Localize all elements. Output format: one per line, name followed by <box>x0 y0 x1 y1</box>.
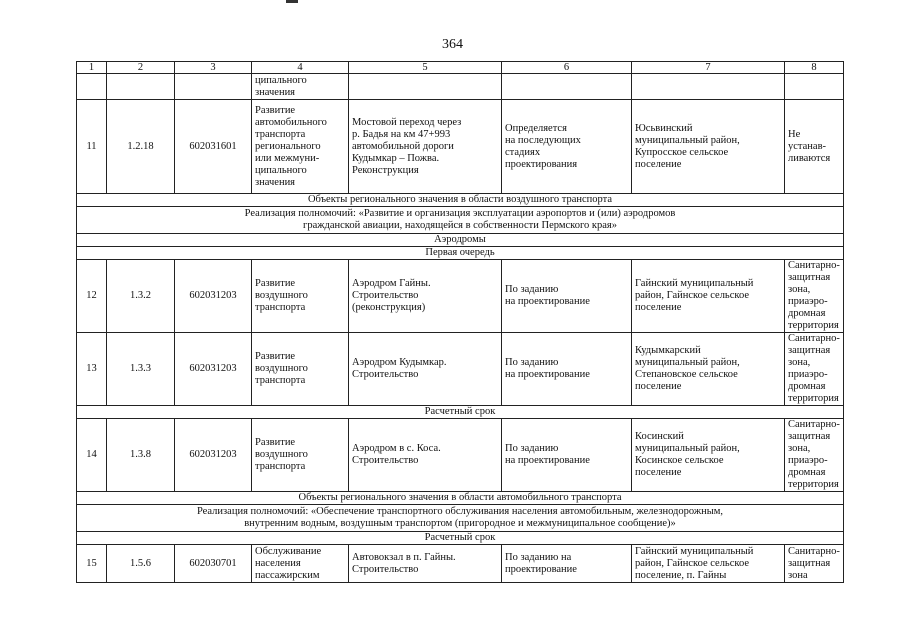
cell-object: Аэродром Гайны. Строительство (реконструкция) <box>349 260 502 333</box>
section-heading: Объекты регионального значения в области автомобильного транспорта <box>77 492 844 505</box>
table-row <box>77 260 844 333</box>
cell-location: Юсьвинский муниципальный район, Купросское сельское поселение <box>632 100 785 194</box>
column-number-row <box>77 62 844 74</box>
column-number: 2 <box>107 62 175 74</box>
cell-location: Гайнский муниципальный район, Гайнское сельское поселение, п. Гайны <box>632 545 785 583</box>
column-number: 6 <box>502 62 632 74</box>
cell-object: Мостовой переход через р. Бадья на км 47+993 автомобильной дороги Кудымкар – Пожва. Реконструкция <box>349 100 502 194</box>
column-number: 7 <box>632 62 785 74</box>
table-row <box>77 100 844 194</box>
cell-code: 1.3.8 <box>107 419 175 492</box>
cell-id: 602031203 <box>175 419 252 492</box>
cell-term: По заданию на проектирование <box>502 333 632 406</box>
cell-location: Гайнский муниципальный район, Гайнское сельское поселение <box>632 260 785 333</box>
cell-purpose: ципального значения <box>252 74 349 100</box>
table-row <box>77 333 844 406</box>
cell-object: Аэродром Кудымкар. Строительство <box>349 333 502 406</box>
cell-zone: Санитарно- защитная зона, приаэро- дромная территория <box>785 419 844 492</box>
cell-zone: Санитарно- защитная зона, приаэро- дромная территория <box>785 333 844 406</box>
cell-purpose: Развитие воздушного транспорта <box>252 333 349 406</box>
cell-term: По заданию на проектирование <box>502 419 632 492</box>
cell-purpose: Развитие воздушного транспорта <box>252 419 349 492</box>
cell-id: 602031601 <box>175 100 252 194</box>
column-number: 4 <box>252 62 349 74</box>
cell-number: 13 <box>77 333 107 406</box>
cell-id: 602030701 <box>175 545 252 583</box>
cell-term: По заданию на проектирование <box>502 260 632 333</box>
stage-heading: Расчетный срок <box>77 406 844 419</box>
column-number: 1 <box>77 62 107 74</box>
cell-purpose: Развитие автомобильного транспорта регионального или межмуни- ципального значения <box>252 100 349 194</box>
section-heading: Объекты регионального значения в области воздушного транспорта <box>77 194 844 207</box>
cell-zone: Санитарно- защитная зона <box>785 545 844 583</box>
section-subheading: Аэродромы <box>77 234 844 247</box>
cell-code: 1.3.3 <box>107 333 175 406</box>
scan-mark <box>286 0 298 3</box>
cell-purpose: Обслуживание населения пассажирским <box>252 545 349 583</box>
cell-number: 14 <box>77 419 107 492</box>
cell-number: 11 <box>77 100 107 194</box>
cell-number: 15 <box>77 545 107 583</box>
column-number: 5 <box>349 62 502 74</box>
cell-zone: Не устанав- ливаются <box>785 100 844 194</box>
cell-id: 602031203 <box>175 333 252 406</box>
cell-number: 12 <box>77 260 107 333</box>
page-number: 364 <box>442 37 463 52</box>
cell-purpose: Развитие воздушного транспорта <box>252 260 349 333</box>
section-authority: Реализация полномочий: «Обеспечение транспортного обслуживания населения автомобильным, железнодорожным, внутренним водным, воздушным транспортом (пригородное и межмуниципальное сообщение)» <box>77 505 844 532</box>
column-number: 8 <box>785 62 844 74</box>
table-row <box>77 419 844 492</box>
cell-term: Определяется на последующих стадиях проектирования <box>502 100 632 194</box>
cell-object: Аэродром в с. Коса. Строительство <box>349 419 502 492</box>
section-authority: Реализация полномочий: «Развитие и организация эксплуатации аэропортов и (или) аэродромов гражданской авиации, находящейся в собственности Пермского края» <box>77 207 844 234</box>
cell-id: 602031203 <box>175 260 252 333</box>
cell-term: По заданию на проектирование <box>502 545 632 583</box>
cell-object: Автовокзал в п. Гайны. Строительство <box>349 545 502 583</box>
stage-heading: Расчетный срок <box>77 532 844 545</box>
cell-zone: Санитарно- защитная зона, приаэро- дромная территория <box>785 260 844 333</box>
cell-code: 1.2.18 <box>107 100 175 194</box>
cell-location: Кудымкарский муниципальный район, Степановское сельское поселение <box>632 333 785 406</box>
column-number: 3 <box>175 62 252 74</box>
cell-code: 1.3.2 <box>107 260 175 333</box>
table-row <box>77 545 844 583</box>
register-table <box>76 61 844 583</box>
stage-heading: Первая очередь <box>77 247 844 260</box>
cell-code: 1.5.6 <box>107 545 175 583</box>
continuation-row <box>77 74 844 100</box>
cell-location: Косинский муниципальный район, Косинское сельское поселение <box>632 419 785 492</box>
